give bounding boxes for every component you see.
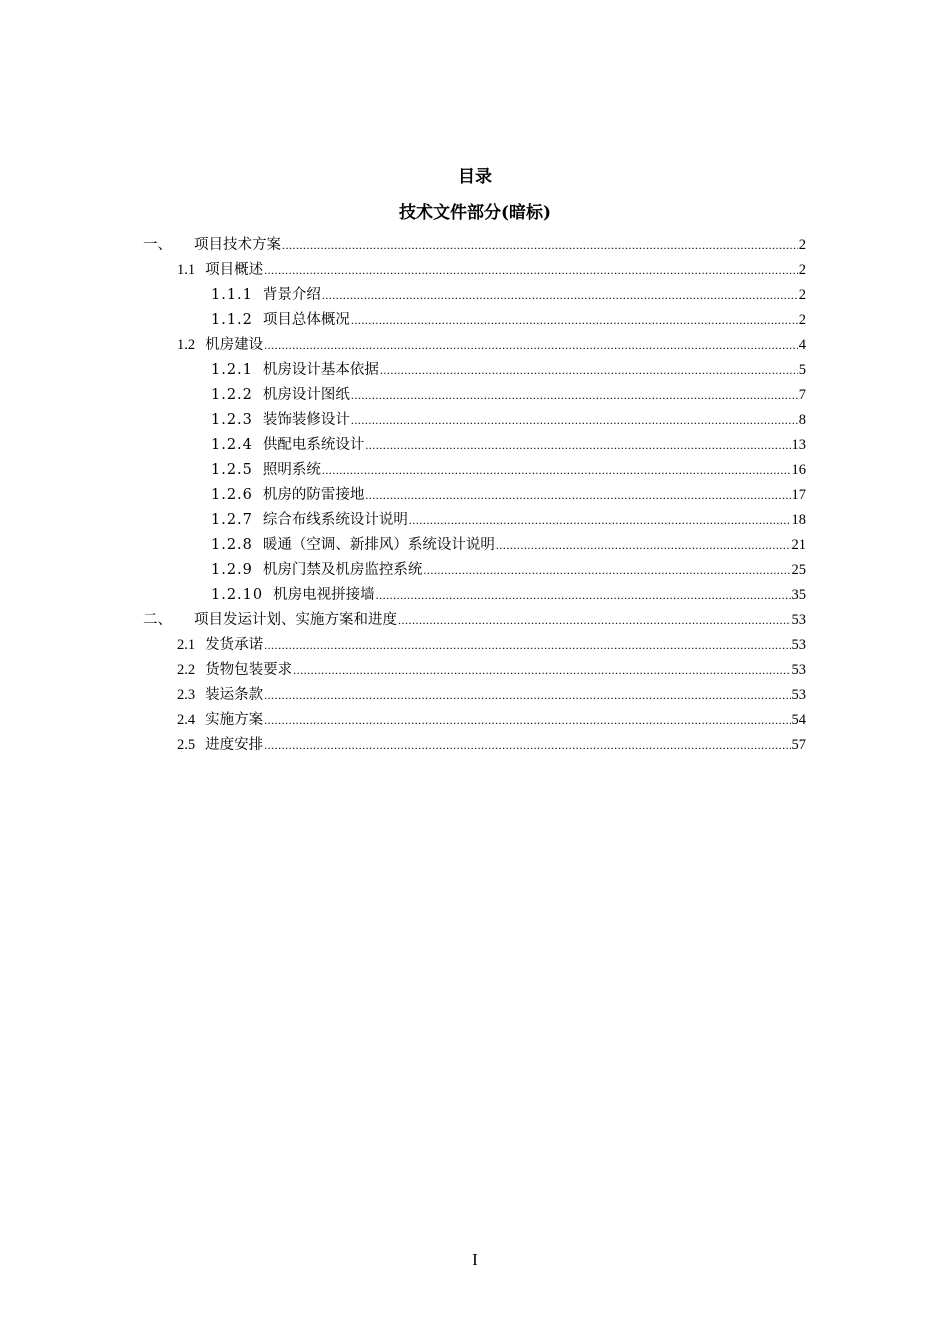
toc-entry-number: 2.2 xyxy=(177,662,196,678)
toc-entry-number: 1.2.6 xyxy=(211,487,253,503)
toc-entry-page: 21 xyxy=(791,537,806,553)
toc-entry-number: 1.2.7 xyxy=(211,512,253,528)
toc-entry[interactable] xyxy=(211,410,806,430)
toc-leader-dots xyxy=(282,235,798,255)
toc-entry-page: 5 xyxy=(798,362,806,378)
toc-entry[interactable] xyxy=(177,335,806,355)
toc-entry[interactable] xyxy=(143,610,806,630)
toc-entry[interactable] xyxy=(211,310,806,330)
toc-leader-dots xyxy=(322,460,791,480)
toc-leader-dots xyxy=(264,685,790,705)
toc-leader-dots xyxy=(365,485,790,505)
toc-entry-page: 57 xyxy=(791,737,806,753)
toc-entry-number: 2.5 xyxy=(177,737,196,753)
toc-leader-dots xyxy=(351,310,798,330)
toc-entry-page: 18 xyxy=(791,512,806,528)
toc-entry[interactable] xyxy=(211,510,806,530)
toc-title: 目录 xyxy=(458,167,492,187)
toc-entry-number: 一、 xyxy=(143,237,172,253)
toc-entry-text: 机房的防雷接地 xyxy=(262,487,365,503)
toc-entry-number: 二、 xyxy=(143,612,172,628)
toc-entry-page: 2 xyxy=(798,287,806,303)
toc-entry-text: 装运条款 xyxy=(205,687,264,703)
toc-entry-page: 4 xyxy=(798,337,806,353)
toc-entry-number: 1.2.8 xyxy=(211,537,253,553)
toc-entry-number: 1.2.3 xyxy=(211,412,253,428)
toc-leader-dots xyxy=(409,510,791,530)
toc-entry-text: 货物包装要求 xyxy=(205,662,293,678)
toc-entry-page: 7 xyxy=(798,387,806,403)
toc-entry-number: 1.1 xyxy=(177,262,196,278)
toc-entry-number: 1.2.2 xyxy=(211,387,253,403)
toc-entry-page: 8 xyxy=(798,412,806,428)
toc-entry[interactable] xyxy=(211,535,806,555)
toc-leader-dots xyxy=(351,410,798,430)
toc-leader-dots xyxy=(376,585,791,605)
toc-entry-text: 进度安排 xyxy=(205,737,264,753)
toc-entry-text: 机房电视拼接墙 xyxy=(273,587,375,603)
toc-entry[interactable] xyxy=(211,460,806,480)
toc-entry-page: 16 xyxy=(791,462,806,478)
toc-entry-text: 发货承诺 xyxy=(205,637,264,653)
toc-entry[interactable] xyxy=(211,360,806,380)
toc-entry-text: 项目技术方案 xyxy=(194,237,281,253)
toc-leader-dots xyxy=(264,335,798,355)
toc-entry-number: 1.1.1 xyxy=(211,287,253,303)
toc-entry-text: 供配电系统设计 xyxy=(262,437,365,453)
toc-entry[interactable] xyxy=(177,735,806,755)
toc-entry-text: 暖通（空调、新排风）系统设计说明 xyxy=(262,537,495,553)
toc-entry-page: 17 xyxy=(791,487,806,503)
toc-leader-dots xyxy=(496,535,791,555)
toc-entry[interactable] xyxy=(211,285,806,305)
toc-entry-number: 1.1.2 xyxy=(211,312,253,328)
toc-entry-page: 2 xyxy=(798,237,806,253)
toc-entry[interactable] xyxy=(177,260,806,280)
toc-leader-dots xyxy=(365,435,790,455)
toc-entry-page: 53 xyxy=(791,637,806,653)
toc-entry-number: 1.2 xyxy=(177,337,196,353)
toc-entry-page: 53 xyxy=(791,687,806,703)
toc-entry-page: 53 xyxy=(791,662,806,678)
toc-entry-text: 项目概述 xyxy=(205,262,264,278)
toc-entry-text: 背景介绍 xyxy=(262,287,321,303)
toc-entry-number: 1.2.10 xyxy=(211,587,264,603)
toc-entry-text: 机房门禁及机房监控系统 xyxy=(262,562,423,578)
toc-entry[interactable] xyxy=(143,235,806,255)
toc-entry-page: 53 xyxy=(791,612,806,628)
toc-entry-page: 25 xyxy=(791,562,806,578)
toc-entry-number: 2.4 xyxy=(177,712,196,728)
toc-leader-dots xyxy=(264,735,790,755)
toc-entry[interactable] xyxy=(211,435,806,455)
toc-entry-page: 54 xyxy=(791,712,806,728)
toc-leader-dots xyxy=(264,635,790,655)
toc-entry-text: 机房建设 xyxy=(205,337,264,353)
toc-entry[interactable] xyxy=(211,485,806,505)
toc-entry-text: 综合布线系统设计说明 xyxy=(262,512,408,528)
toc-leader-dots xyxy=(264,260,798,280)
toc-entry[interactable] xyxy=(177,710,806,730)
toc-entry-text: 项目总体概况 xyxy=(262,312,350,328)
toc-entry[interactable] xyxy=(211,385,806,405)
toc-entry-page: 35 xyxy=(791,587,806,603)
toc-entry-number: 1.2.9 xyxy=(211,562,253,578)
toc-entry-number: 2.1 xyxy=(177,637,196,653)
toc-entry[interactable] xyxy=(211,585,806,605)
toc-entry[interactable] xyxy=(177,685,806,705)
toc-leader-dots xyxy=(293,660,790,680)
toc-entry-page: 13 xyxy=(791,437,806,453)
toc-entry-text: 项目发运计划、实施方案和进度 xyxy=(194,612,397,628)
toc-leader-dots xyxy=(351,385,798,405)
toc-leader-dots xyxy=(264,710,790,730)
toc-entry-text: 实施方案 xyxy=(205,712,264,728)
toc-leader-dots xyxy=(398,610,791,630)
toc-entry-number: 1.2.5 xyxy=(211,462,253,478)
toc-entry-text: 机房设计图纸 xyxy=(262,387,350,403)
toc-entry-text: 机房设计基本依据 xyxy=(262,362,379,378)
toc-entry[interactable] xyxy=(177,635,806,655)
toc-entry-number: 1.2.4 xyxy=(211,437,253,453)
toc-entry[interactable] xyxy=(177,660,806,680)
toc-entry-page: 2 xyxy=(798,312,806,328)
toc-entry-text: 装饰装修设计 xyxy=(262,412,350,428)
page-number: I xyxy=(472,1250,478,1269)
toc-entry-number: 1.2.1 xyxy=(211,362,253,378)
toc-entry-page: 2 xyxy=(798,262,806,278)
toc-entry-text: 照明系统 xyxy=(262,462,321,478)
toc-leader-dots xyxy=(380,360,798,380)
toc-leader-dots xyxy=(423,560,790,580)
document-subtitle: 技术文件部分(暗标) xyxy=(398,203,552,223)
toc-entry[interactable] xyxy=(211,560,806,580)
toc-leader-dots xyxy=(322,285,798,305)
toc-entry-number: 2.3 xyxy=(177,687,196,703)
